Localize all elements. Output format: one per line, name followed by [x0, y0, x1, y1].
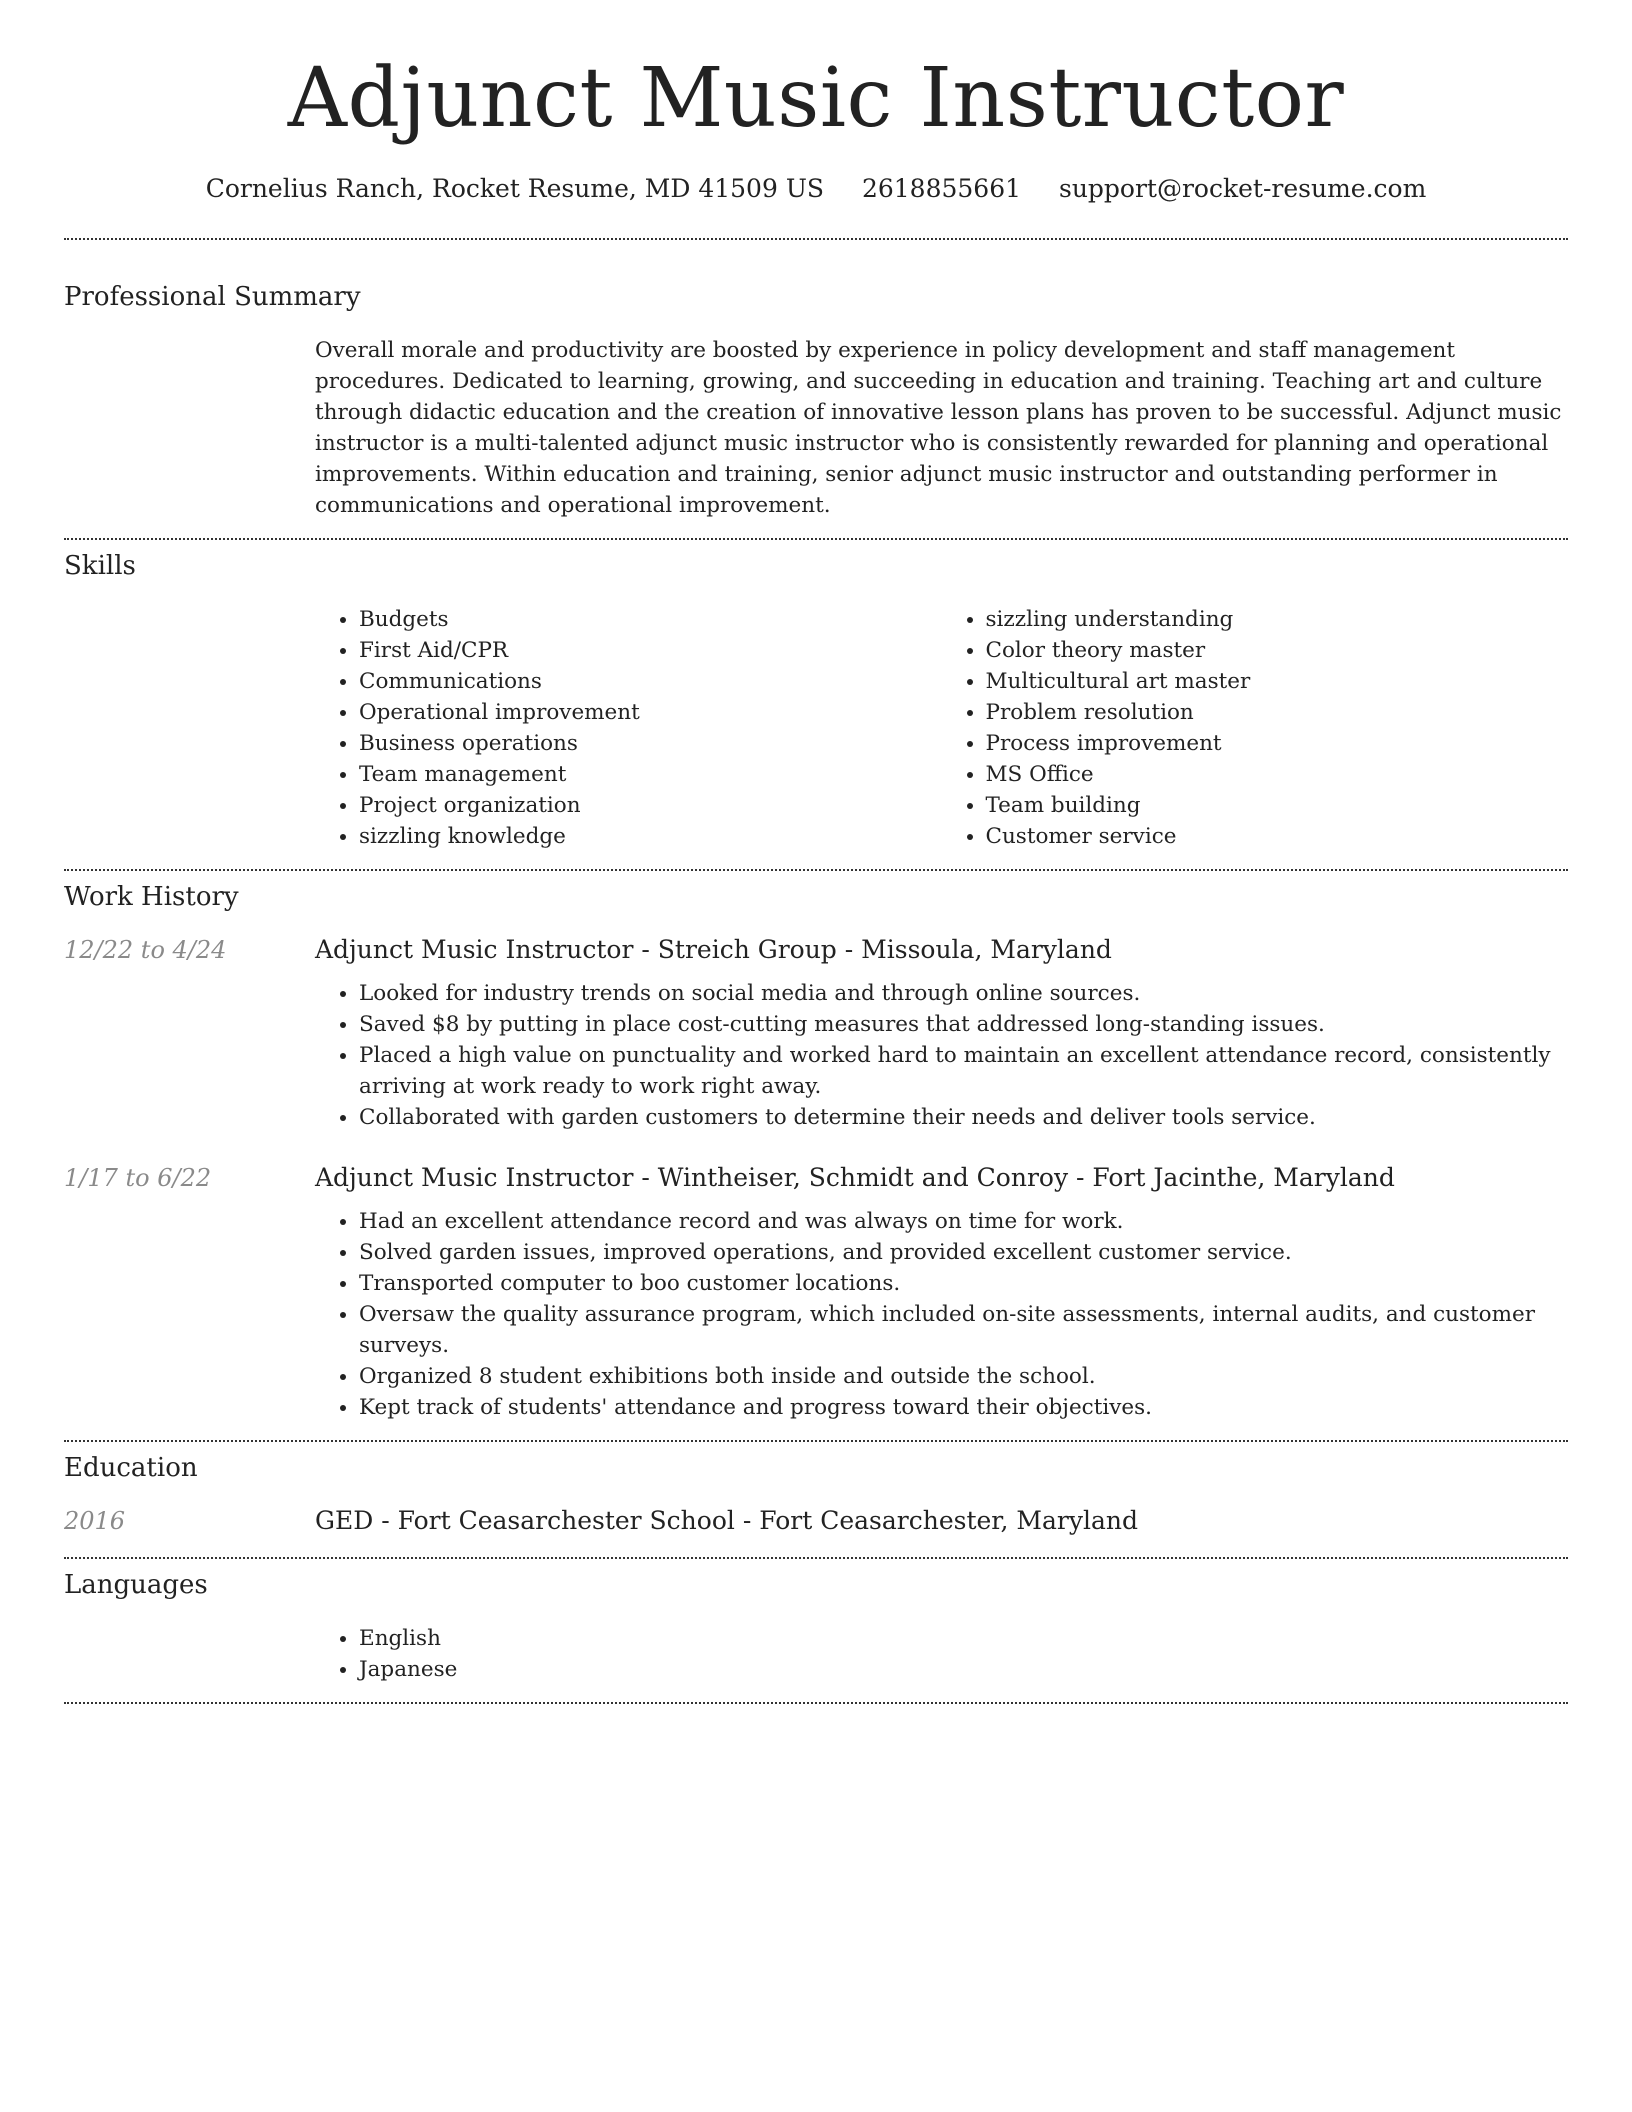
summary-title: Professional Summary: [64, 282, 361, 312]
skill-item: • Project organization: [359, 790, 942, 821]
job-bullet: • Collaborated with garden customers to determine their needs and deliver tools service.: [359, 1102, 1568, 1133]
skills-list-right: [942, 604, 1569, 852]
resume-name: Adjunct Music Instructor: [287, 51, 1345, 146]
job-heading: Adjunct Music Instructor - Wintheiser, Schmidt and Conroy - Fort Jacinthe, Maryland: [315, 1163, 1395, 1192]
skill-item: • Business operations: [359, 728, 942, 759]
job-bullets: [315, 978, 1568, 1133]
job-date: 1/17 to 6/22: [64, 1164, 212, 1192]
divider: [64, 538, 1568, 540]
skill-item: • Color theory master: [986, 635, 1569, 666]
skill-item: • sizzling understanding: [986, 604, 1569, 635]
job-bullet: • Placed a high value on punctuality and worked hard to maintain an excellent attendance record, consistently arriving at work ready to work right away.: [359, 1040, 1568, 1102]
education-heading: GED - Fort Ceasarchester School - Fort Ceasarchester, Maryland: [315, 1506, 1138, 1535]
education-section: [64, 1453, 1568, 1535]
skills-columns: [315, 604, 1568, 852]
job-bullet: • Looked for industry trends on social media and through online sources.: [359, 978, 1568, 1009]
languages-content: [315, 1623, 1568, 1685]
education-date: 2016: [64, 1507, 126, 1535]
summary-content: [315, 335, 1568, 521]
education-entry: [64, 1506, 1568, 1535]
job-bullets: [315, 1206, 1568, 1423]
job-details: [315, 978, 1568, 1133]
skill-item: • Multicultural art master: [986, 666, 1569, 697]
skill-item: • Operational improvement: [359, 697, 942, 728]
languages-title: Languages: [64, 1570, 208, 1600]
job-date: 12/22 to 4/24: [64, 936, 227, 964]
skills-title: Skills: [64, 551, 136, 581]
skill-item: • Problem resolution: [986, 697, 1569, 728]
divider: [64, 1702, 1568, 1704]
job-header: [64, 935, 1568, 964]
divider: [64, 238, 1568, 240]
skill-item: • Team management: [359, 759, 942, 790]
job-details: [315, 1206, 1568, 1423]
skill-item: • MS Office: [986, 759, 1569, 790]
job-bullet: • Transported computer to boo customer locations.: [359, 1268, 1568, 1299]
language-item: • English: [359, 1623, 1568, 1654]
summary-section: [64, 282, 1568, 521]
work-title: Work History: [64, 882, 239, 912]
contact-address: Cornelius Ranch, Rocket Resume, MD 41509 US: [205, 174, 825, 203]
language-item: • Japanese: [359, 1654, 1568, 1685]
job-bullet: • Solved garden issues, improved operations, and provided excellent customer service.: [359, 1237, 1568, 1268]
divider: [64, 1440, 1568, 1442]
skill-item: • sizzling knowledge: [359, 821, 942, 852]
skill-item: • Team building: [986, 790, 1569, 821]
languages-list: [315, 1623, 1568, 1685]
skill-item: • First Aid/CPR: [359, 635, 942, 666]
skill-item: • Budgets: [359, 604, 942, 635]
job-bullet: • Had an excellent attendance record and was always on time for work.: [359, 1206, 1568, 1237]
contact-line: [64, 174, 1568, 204]
languages-section: [64, 1570, 1568, 1685]
job-bullet: • Oversaw the quality assurance program, which included on-site assessments, internal audits, and customer surveys.: [359, 1299, 1568, 1361]
divider: [64, 869, 1568, 871]
work-section: [64, 882, 1568, 1423]
job-bullet: • Kept track of students' attendance and progress toward their objectives.: [359, 1392, 1568, 1423]
skill-item: • Customer service: [986, 821, 1569, 852]
job-bullet: • Saved $8 by putting in place cost-cutting measures that addressed long-standing issues.: [359, 1009, 1568, 1040]
education-title: Education: [64, 1453, 198, 1483]
skill-item: • Communications: [359, 666, 942, 697]
resume-page: [64, 0, 1568, 1704]
skills-list-left: [315, 604, 942, 852]
contact-email: support@rocket-resume.com: [1058, 174, 1427, 203]
skill-item: • Process improvement: [986, 728, 1569, 759]
job-bullet: • Organized 8 student exhibitions both inside and outside the school.: [359, 1361, 1568, 1392]
summary-text: Overall morale and productivity are boosted by experience in policy development and staff management procedures. Dedicated to learning, growing, and succeeding in education and training. Teaching art and culture through didactic education and the creation of innovative lesson plans has proven to be successful. Adjunct music instructor is a multi-talented adjunct music instructor who is consistently rewarded for planning and operational improvements. Within education and training, senior adjunct music instructor and outstanding performer in communications and operational improvement.: [315, 338, 1562, 518]
skills-section: [64, 551, 1568, 852]
job-entry: [64, 935, 1568, 1133]
job-heading: Adjunct Music Instructor - Streich Group - Missoula, Maryland: [315, 935, 1112, 964]
job-header: [64, 1163, 1568, 1192]
job-entry: [64, 1163, 1568, 1423]
divider: [64, 1557, 1568, 1559]
contact-phone: 2618855661: [861, 174, 1022, 203]
